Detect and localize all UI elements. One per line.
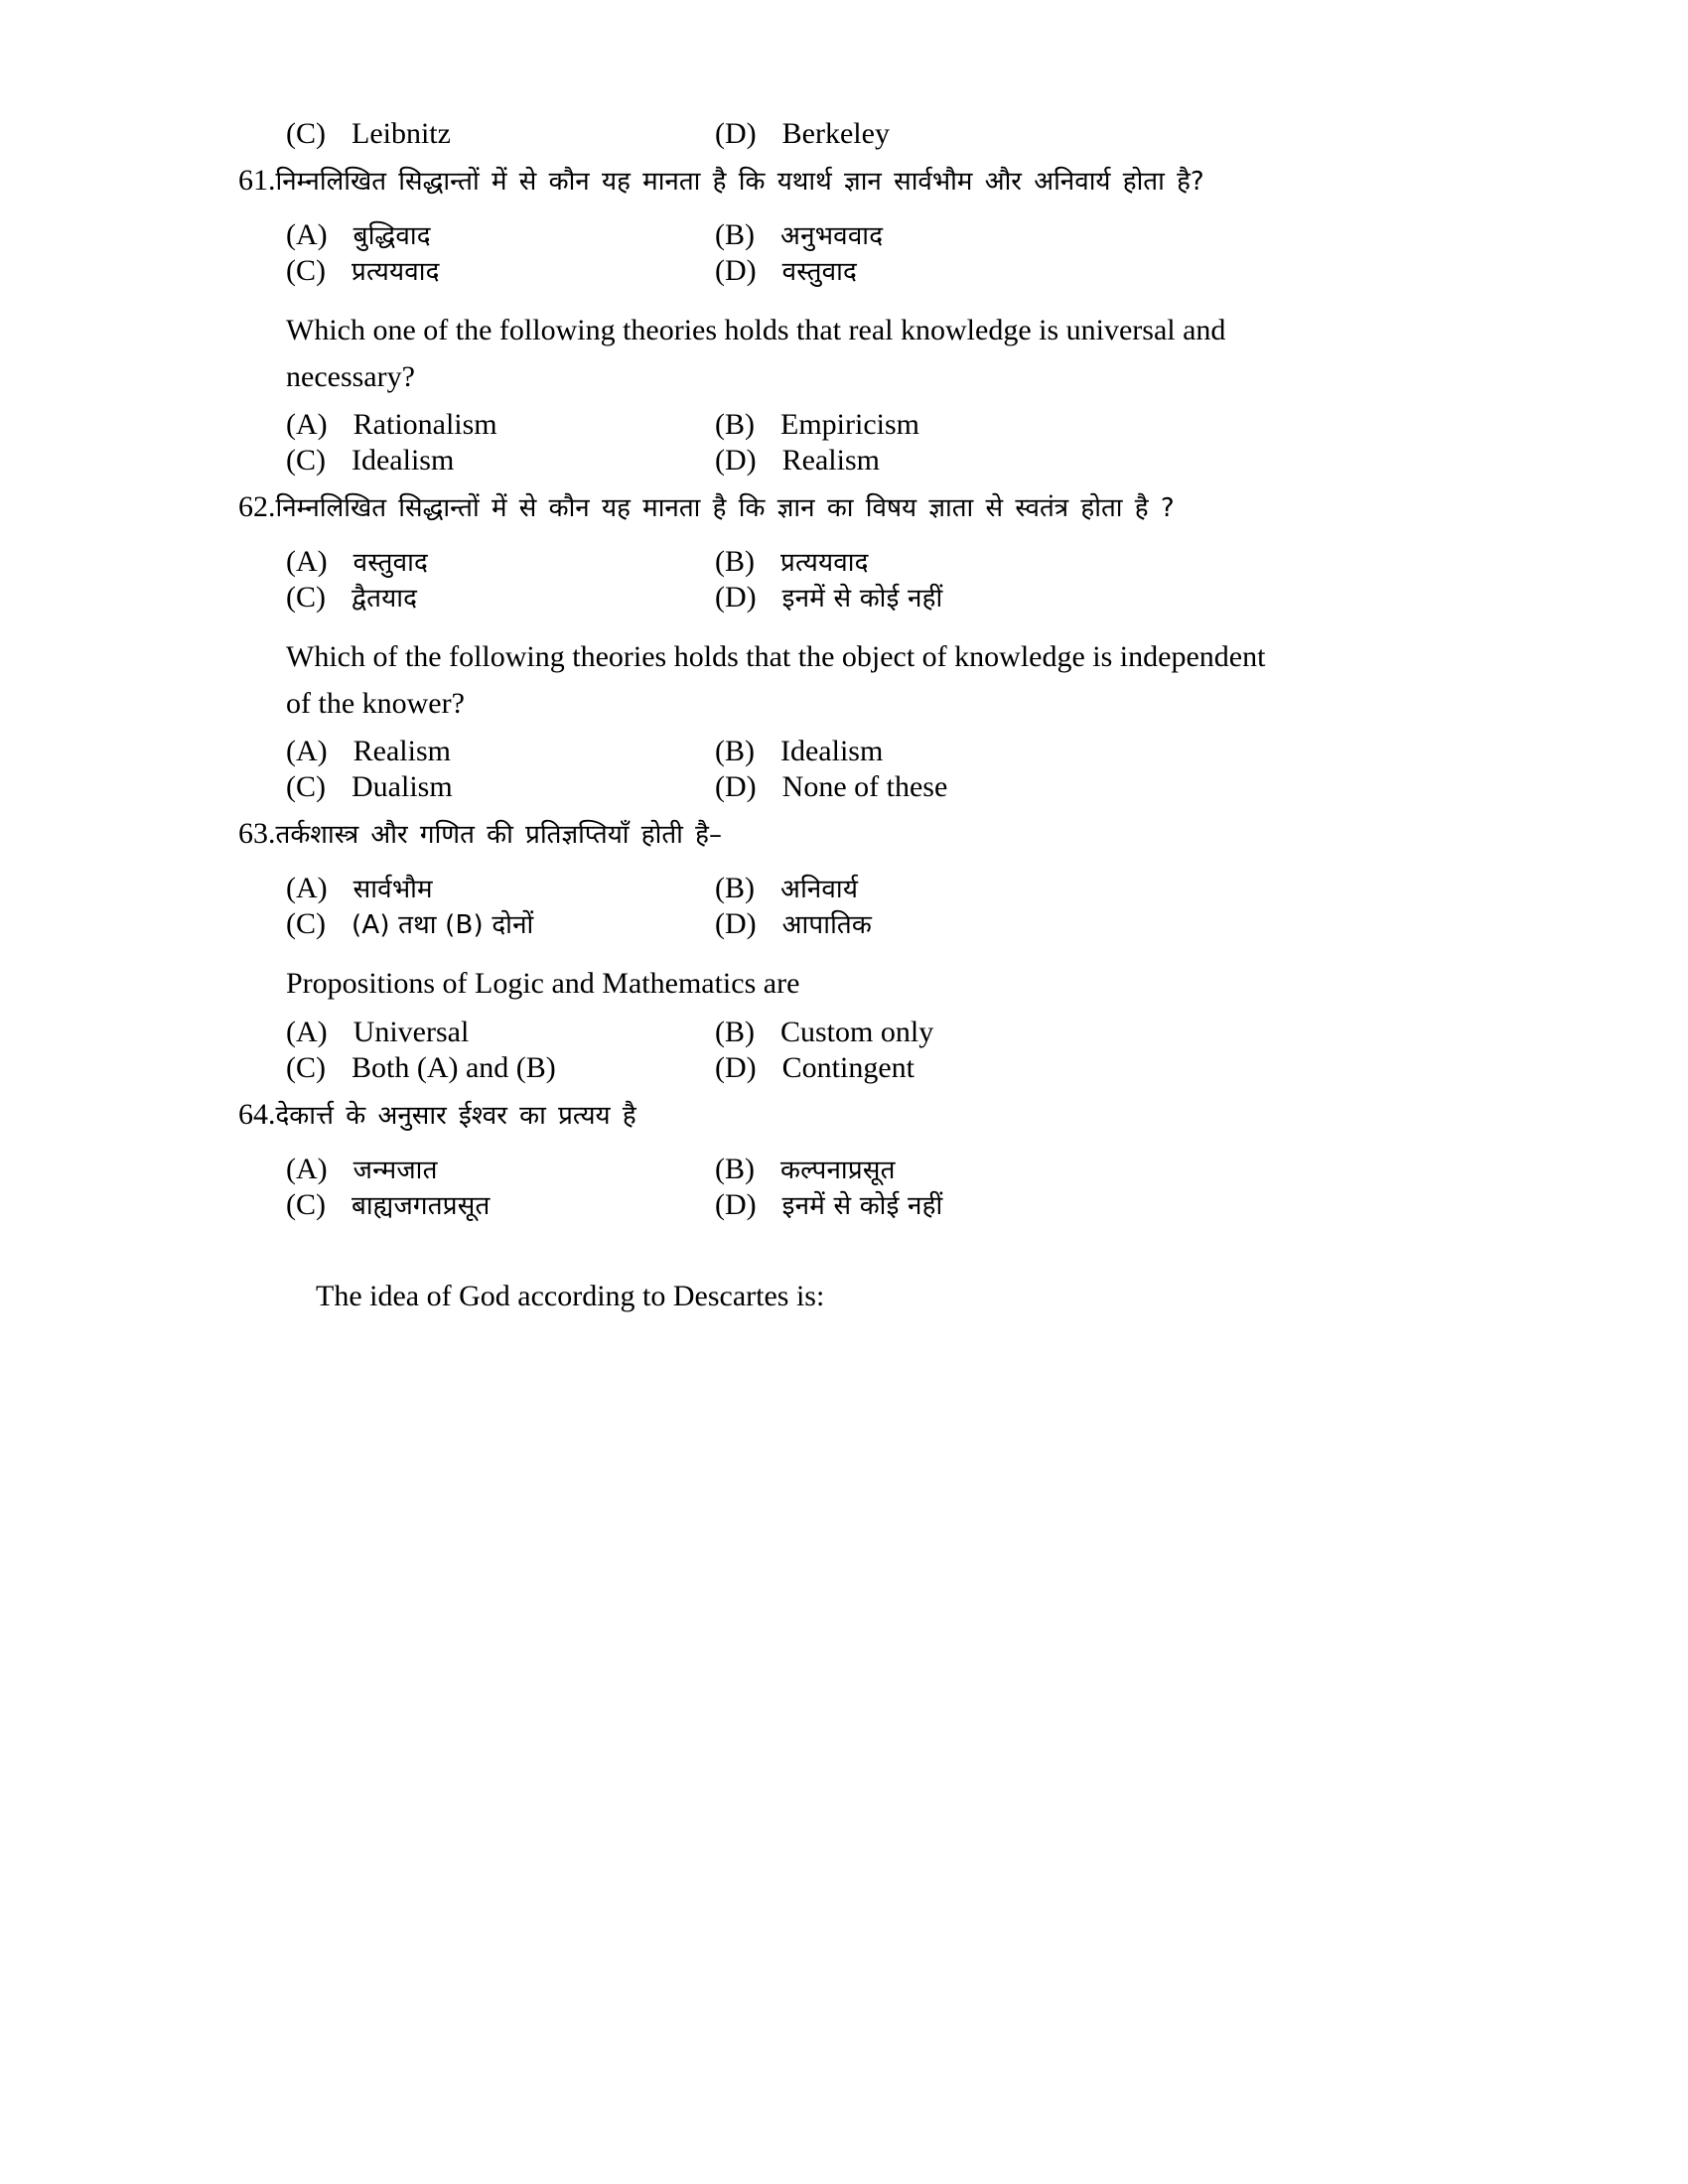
option-row-hindi-cd [238, 583, 1450, 613]
option-cell [238, 874, 705, 903]
question-text-english: Propositions of Logic and Mathematics are [286, 967, 800, 1001]
option-text: प्रत्ययवाद [780, 548, 869, 579]
option-cell [238, 737, 705, 766]
question-stem-hindi [238, 161, 1450, 203]
option-row-english-cd [238, 446, 1450, 476]
option-cell [705, 772, 1172, 802]
option-text: Rationalism [352, 408, 497, 442]
question-number: 61. [238, 164, 276, 197]
question-text-hindi: निम्नलिखित सिद्धान्तों में से कौन यह मानता है कि यथार्थ ज्ञान सार्वभौम और अनिवार्य होता है? [275, 167, 1204, 197]
option-row-english-ab [238, 1015, 1450, 1048]
option-cell [238, 909, 705, 939]
question-text-hindi: निम्नलिखित सिद्धान्तों में से कौन यह मानता है कि ज्ञान का विषय ज्ञाता से स्वतंत्र होता है ? [275, 493, 1175, 524]
option-label: (A) [286, 735, 328, 768]
option-label: (C) [286, 444, 326, 478]
option-label: (A) [286, 872, 328, 905]
option-cell [238, 772, 705, 802]
option-cell [238, 583, 705, 613]
option-cell [705, 410, 1172, 440]
option-label: (C) [286, 907, 326, 941]
question-text-hindi: तर्कशास्त्र और गणित की प्रतिज्ञप्तियाँ होती है– [275, 820, 722, 851]
option-row-hindi-cd [238, 256, 1450, 286]
option-cell [238, 446, 705, 476]
option-label: (B) [715, 408, 755, 442]
question-block-64 [238, 1095, 1450, 1320]
option-text: Empiricism [780, 408, 919, 442]
option-text: Contingent [781, 1050, 914, 1084]
option-text: वस्तुवाद [781, 257, 858, 288]
option-text: इनमें से कोई नहीं [781, 1190, 943, 1221]
option-cell [705, 220, 1172, 250]
question-block-63 [238, 814, 1450, 1083]
option-label: (C) [286, 581, 326, 614]
option-label: (B) [715, 1152, 755, 1185]
option-text: कल्पनाप्रसूत [780, 1155, 896, 1185]
option-text: जन्मजात [352, 1155, 438, 1185]
option-cell [238, 1187, 705, 1221]
option-row-english-ab [238, 737, 1450, 766]
option-label: (B) [715, 545, 755, 579]
option-label: (D) [715, 1050, 757, 1084]
option-label: (A) [286, 218, 328, 252]
option-cell [705, 1015, 1172, 1048]
option-cell [238, 1015, 705, 1048]
option-cell [238, 547, 705, 577]
option-cell [705, 583, 1172, 613]
question-stem-hindi [238, 1095, 1450, 1137]
question-number: 64. [238, 1097, 276, 1131]
option-label: (A) [286, 1152, 328, 1185]
option-cell [238, 220, 705, 250]
option-cell [238, 1050, 705, 1084]
option-row-hindi-ab [238, 220, 1450, 250]
option-text: Universal [352, 1015, 470, 1048]
option-cell [238, 1152, 705, 1185]
option-text: आपातिक [781, 910, 873, 941]
option-label: (C) [286, 254, 326, 288]
question-number: 63. [238, 817, 276, 851]
option-row-hindi-ab [238, 547, 1450, 577]
question-text-hindi: देकार्त्त के अनुसार ईश्वर का प्रत्यय है [275, 1100, 636, 1131]
option-text: बुद्धिवाद [352, 221, 431, 252]
option-label: (D) [715, 1187, 757, 1221]
option-text: वस्तुवाद [352, 548, 429, 579]
option-label: (B) [715, 218, 755, 252]
question-stem-hindi [238, 487, 1450, 529]
option-cell [238, 410, 705, 440]
option-cell [705, 446, 1172, 476]
option-text: (A) तथा (B) दोनों [352, 910, 534, 941]
option-cell [705, 256, 1172, 286]
question-block-61 [238, 161, 1450, 476]
option-d-cell [705, 119, 1172, 149]
option-cell [705, 1187, 1172, 1221]
question-stem-hindi [238, 814, 1450, 856]
option-row-english-cd [238, 1050, 1450, 1084]
option-row-hindi-cd [238, 1187, 1450, 1221]
option-label: (D) [715, 770, 757, 804]
question-block-62 [238, 487, 1450, 802]
option-label: (C) [286, 770, 326, 804]
option-label: (D) [715, 581, 757, 614]
option-cell [705, 1050, 1172, 1084]
option-label: (B) [715, 872, 755, 905]
option-label: (D) [715, 117, 757, 150]
question-number: 62. [238, 490, 276, 524]
option-text: Dualism [352, 770, 453, 804]
option-cell [705, 874, 1172, 903]
option-label: (C) [286, 1187, 326, 1221]
option-text: बाह्यजगतप्रसूत [352, 1190, 491, 1221]
option-text: Leibnitz [352, 117, 451, 150]
option-cell [705, 547, 1172, 577]
option-text: Realism [781, 444, 880, 478]
option-row-english-cd [238, 772, 1450, 802]
option-label: (D) [715, 444, 757, 478]
option-text: अनुभववाद [780, 221, 884, 252]
option-label: (A) [286, 408, 328, 442]
option-label: (B) [715, 735, 755, 768]
option-row-hindi-ab [238, 1152, 1450, 1185]
option-row-hindi-cd [238, 909, 1450, 939]
option-text: None of these [781, 770, 948, 804]
option-row-hindi-ab [238, 874, 1450, 903]
option-cell [705, 1152, 1172, 1185]
option-cell [705, 737, 1172, 766]
option-text: सार्वभौम [352, 875, 433, 905]
page-content [238, 119, 1450, 1319]
option-label: (D) [715, 254, 757, 288]
option-text: इनमें से कोई नहीं [781, 584, 943, 614]
option-text: Both (A) and (B) [352, 1050, 556, 1084]
option-text: द्वैतयाद [352, 584, 418, 614]
option-text: Idealism [780, 735, 884, 768]
option-row-english-ab [238, 410, 1450, 440]
question-text-english: The idea of God according to Descartes is: [316, 1279, 825, 1312]
option-text: Berkeley [781, 117, 890, 150]
question-text-english: Which one of the following theories holds that real knowledge is universal and necessary? [286, 314, 1226, 393]
option-text: अनिवार्य [780, 875, 859, 905]
option-label: (C) [286, 1050, 326, 1084]
option-text: Idealism [352, 444, 455, 478]
option-label: (A) [286, 1015, 328, 1048]
carryover-option-row [238, 119, 1450, 149]
option-cell [705, 909, 1172, 939]
option-label: (C) [286, 117, 326, 150]
option-text: Custom only [780, 1015, 934, 1048]
option-label: (B) [715, 1015, 755, 1048]
question-text-english: Which of the following theories holds that the object of knowledge is independent of the knower? [286, 640, 1266, 720]
option-c-cell [238, 119, 705, 149]
option-label: (D) [715, 907, 757, 941]
option-label: (A) [286, 545, 328, 579]
option-cell [238, 256, 705, 286]
option-text: प्रत्ययवाद [352, 257, 440, 288]
option-text: Realism [352, 735, 451, 768]
